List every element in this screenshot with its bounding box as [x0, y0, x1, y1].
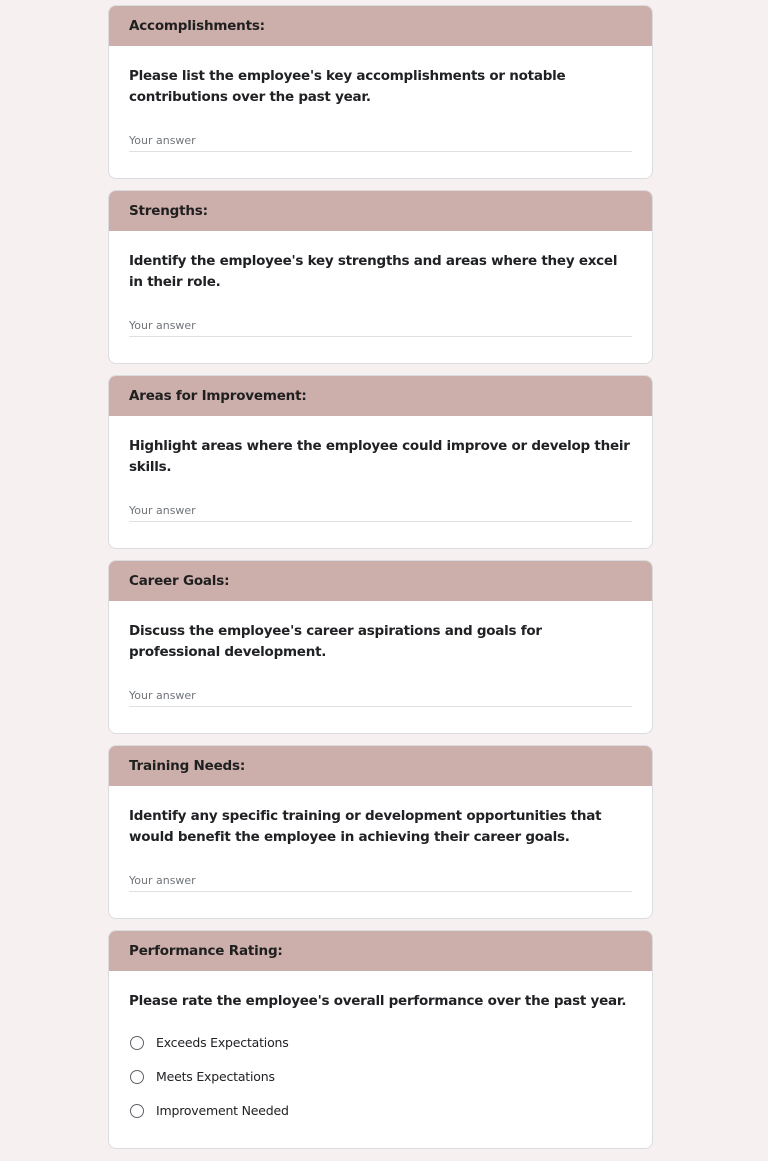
question-text: Please list the employee's key accomplishments or notable contributions over the past year. — [129, 68, 566, 105]
accomplishments-card — [108, 5, 653, 179]
question-text: Discuss the employee's career aspirations and goals for professional development. — [129, 623, 542, 660]
improvement-answer-input[interactable] — [129, 504, 632, 522]
question-text: Highlight areas where the employee could improve or develop their skills. — [129, 438, 630, 475]
section-header: Performance Rating: — [109, 931, 652, 971]
answer-wrap — [129, 319, 632, 363]
rating-option-improvement[interactable] — [129, 1094, 632, 1128]
training-needs-card — [108, 745, 653, 919]
section-header: Strengths: — [109, 191, 652, 231]
option-label: Meets Expectations — [156, 1069, 275, 1084]
section-header: Areas for Improvement: — [109, 376, 652, 416]
card-body — [109, 416, 652, 548]
question-text: Please rate the employee's overall performance over the past year. — [129, 993, 627, 1009]
rating-options — [129, 1026, 632, 1148]
card-body — [109, 601, 652, 733]
accomplishments-answer-input[interactable] — [129, 134, 632, 152]
training-needs-answer-input[interactable] — [129, 874, 632, 892]
radio-button[interactable] — [130, 1036, 144, 1050]
question-text: Identify any specific training or development opportunities that would benefit the employee in achieving their career goals. — [129, 808, 602, 845]
career-goals-card — [108, 560, 653, 734]
question-text: Identify the employee's key strengths and areas where they excel in their role. — [129, 253, 618, 290]
section-header: Training Needs: — [109, 746, 652, 786]
form-column — [108, 5, 653, 1160]
radio-button[interactable] — [130, 1070, 144, 1084]
card-body — [109, 971, 652, 1148]
answer-wrap — [129, 504, 632, 548]
performance-rating-card — [108, 930, 653, 1149]
strengths-card — [108, 190, 653, 364]
card-body — [109, 231, 652, 363]
answer-wrap — [129, 134, 632, 178]
rating-option-meets[interactable] — [129, 1060, 632, 1094]
option-label: Improvement Needed — [156, 1103, 289, 1118]
radio-button[interactable] — [130, 1104, 144, 1118]
option-label: Exceeds Expectations — [156, 1035, 289, 1050]
card-body — [109, 46, 652, 178]
strengths-answer-input[interactable] — [129, 319, 632, 337]
answer-wrap — [129, 874, 632, 918]
section-header: Career Goals: — [109, 561, 652, 601]
answer-wrap — [129, 689, 632, 733]
card-body — [109, 786, 652, 918]
areas-for-improvement-card — [108, 375, 653, 549]
career-goals-answer-input[interactable] — [129, 689, 632, 707]
section-header: Accomplishments: — [109, 6, 652, 46]
rating-option-exceeds[interactable] — [129, 1026, 632, 1060]
